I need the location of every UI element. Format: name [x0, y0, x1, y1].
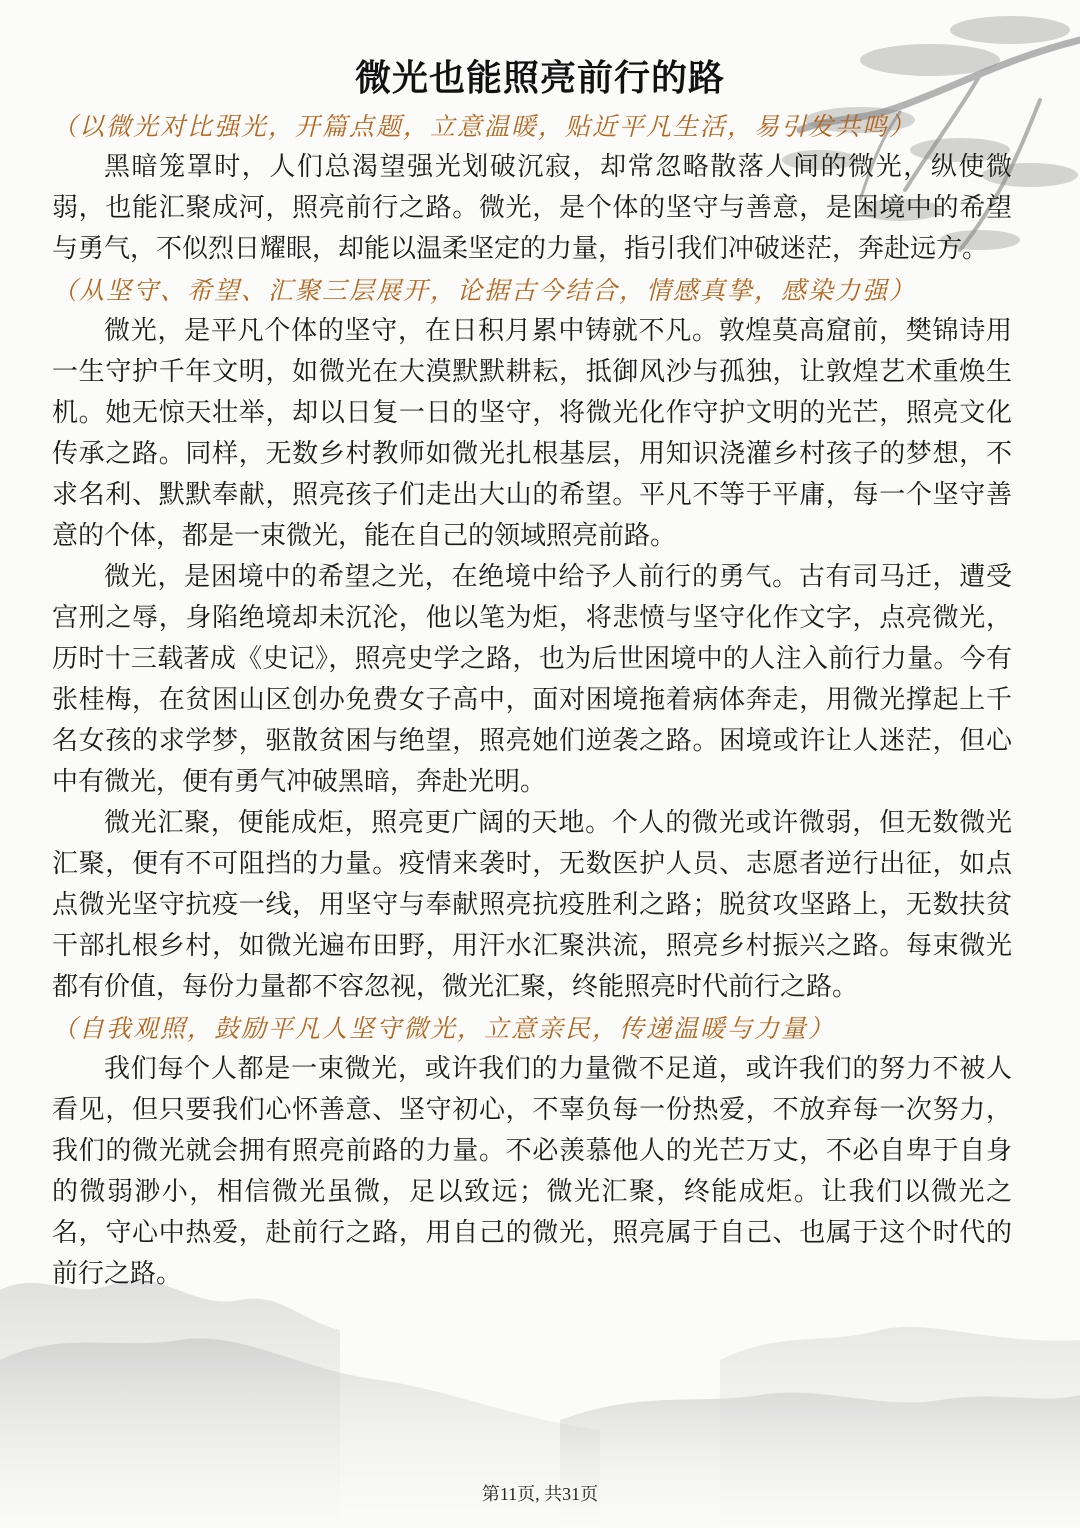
body-paragraph: 微光汇聚，便能成炬，照亮更广阔的天地。个人的微光或许微弱，但无数微光汇聚，便有不可阻挡的力量。疫情来袭时，无数医护人员、志愿者逆行出征，如点点微光坚守抗疫一线，用坚守与奉献照亮抗疫胜利之路；脱贫攻坚路上，无数扶贫干部扎根乡村，如微光遍布田野，用汗水汇聚洪流，照亮乡村振兴之路。每束微光都有价值，每份力量都不容忽视，微光汇聚，终能照亮时代前行之路。	[52, 808, 1012, 1002]
body-paragraph: 我们每个人都是一束微光，或许我们的力量微不足道，或许我们的努力不被人看见，但只要我们心怀善意、坚守初心，不辜负每一份热爱，不放弃每一次努力，我们的微光就会拥有照亮前路的力量。不必羡慕他人的光芒万丈，不必自卑于自身的微弱渺小，相信微光虽微，足以致远；微光汇聚，终能成炬。让我们以微光之名，守心中热爱，赴前行之路，用自己的微光，照亮属于自己、也属于这个时代的前行之路。	[52, 1054, 1012, 1289]
body-paragraph: 黑暗笼罩时，人们总渴望强光划破沉寂，却常忽略散落人间的微光，纵使微弱，也能汇聚成河，照亮前行之路。微光，是个体的坚守与善意，是困境中的希望与勇气，不似烈日耀眼，却能以温柔坚定的力量，指引我们冲破迷茫，奔赴远方。	[52, 152, 1012, 264]
body-paragraph: 微光，是困境中的希望之光，在绝境中给予人前行的勇气。古有司马迁，遭受宫刑之辱，身陷绝境却未沉沦，他以笔为炬，将悲愤与坚守化作文字，点亮微光，历时十三载著成《史记》，照亮史学之路，也为后世困境中的人注入前行力量。今有张桂梅，在贫困山区创办免费女子高中，面对困境拖着病体奔走，用微光撑起上千名女孩的求学梦，驱散贫困与绝望，照亮她们逆袭之路。困境或许让人迷茫，但心中有微光，便有勇气冲破黑暗，奔赴光明。	[52, 562, 1012, 797]
body-paragraph: 微光，是平凡个体的坚守，在日积月累中铸就不凡。敦煌莫高窟前，樊锦诗用一生守护千年文明，如微光在大漠默默耕耘，抵御风沙与孤独，让敦煌艺术重焕生机。她无惊天壮举，却以日复一日的坚守，将微光化作守护文明的光芒，照亮文化传承之路。同样，无数乡村教师如微光扎根基层，用知识浇灌乡村孩子的梦想，不求名利、默默奉献，照亮孩子们走出大山的希望。平凡不等于平庸，每一个坚守善意的个体，都是一束微光，能在自己的领域照亮前路。	[52, 316, 1012, 551]
annotation-note: （以微光对比强光，开篇点题，立意温暖，贴近平凡生活，易引发共鸣）	[52, 112, 917, 141]
essay-content	[52, 106, 1012, 1295]
page-number: 第11页, 共31页	[481, 1484, 599, 1504]
annotation-note: （从坚守、希望、汇聚三层展开，论据古今结合，情感真挚，感染力强）	[52, 276, 917, 305]
page-title: 微光也能照亮前行的路	[354, 58, 725, 99]
annotation-note: （自我观照，鼓励平凡人坚守微光，立意亲民，传递温暖与力量）	[52, 1014, 836, 1043]
